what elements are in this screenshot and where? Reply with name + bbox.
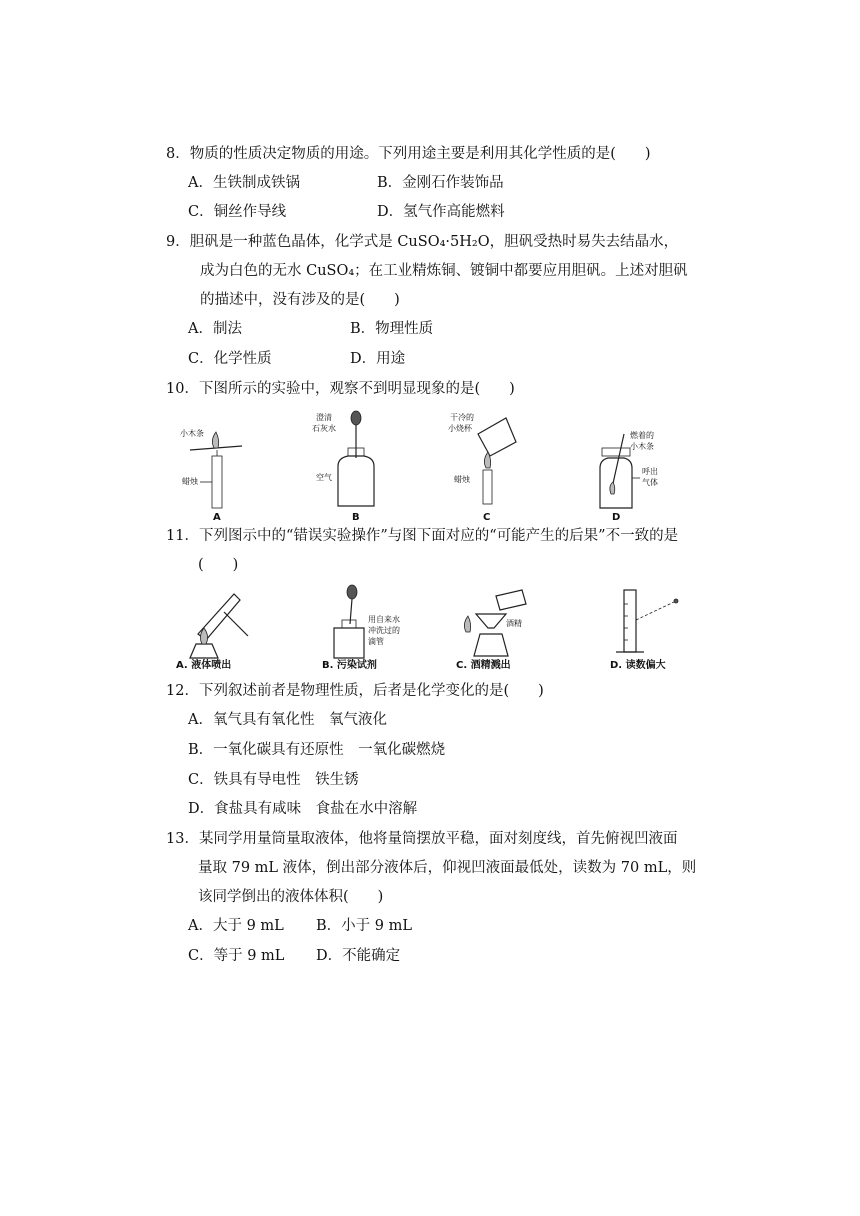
q10-figure-b xyxy=(310,408,390,523)
q9-stem-line3: 的描述中，没有涉及的是( ) xyxy=(200,292,400,308)
q11-figc-caption: C. 酒精溅出 xyxy=(456,660,511,671)
q13-option-d: D．不能确定 xyxy=(316,948,401,964)
q11-figure-b xyxy=(318,582,418,672)
q11-figure-c xyxy=(452,582,542,672)
q10-figd-caption: D xyxy=(612,512,621,523)
q8-option-b: B．金刚石作装饰品 xyxy=(377,175,504,191)
q10-figc-caption: C xyxy=(483,512,491,523)
q9-stem-line2: 成为白色的无水 CuSO₄；在工业精炼铜、镀铜中都要应用胆矾。上述对胆矾 xyxy=(200,263,688,279)
q10-figd-label-2: 小木条 xyxy=(630,442,654,451)
q9-option-a: A．制法 xyxy=(188,321,242,337)
q11-figb-caption: B. 污染试剂 xyxy=(322,660,377,671)
q13-option-b: B．小于 9 mL xyxy=(316,918,412,934)
q11-figb-label-3: 滴管 xyxy=(368,637,384,646)
q10-figure-d xyxy=(590,428,675,523)
q10-figa-caption: A xyxy=(213,512,221,523)
q10-figc-label-candle: 蜡烛 xyxy=(454,475,470,484)
q10-figc-label-1: 干冷的 xyxy=(450,413,474,422)
q11-figb-label-1: 用自来水 xyxy=(368,615,400,624)
q13-stem-line1: 13．某同学用量筒量取液体，他将量筒摆放平稳，面对刻度线，首先俯视凹液面 xyxy=(166,831,678,847)
q8-option-d: D．氢气作高能燃料 xyxy=(377,204,505,220)
q13-option-c: C．等于 9 mL xyxy=(188,948,285,964)
q10-figd-label-1: 燃着的 xyxy=(630,431,654,440)
q12-stem: 12．下列叙述前者是物理性质，后者是化学变化的是( ) xyxy=(166,683,544,699)
q10-figc-label-2: 小烧杯 xyxy=(448,424,472,433)
q9-stem-line1: 9．胆矾是一种蓝色晶体，化学式是 CuSO₄·5H₂O，胆矾受热时易失去结晶水， xyxy=(166,234,679,250)
q11-figure-d xyxy=(600,584,690,672)
q10-figb-caption: B xyxy=(352,512,360,523)
q10-figure-a xyxy=(180,420,250,523)
q10-figd-label-4: 气体 xyxy=(642,478,658,487)
q12-option-c: C．铁具有导电性 铁生锈 xyxy=(188,772,359,788)
q11-figa-caption: A. 液体喷出 xyxy=(176,660,232,671)
q10-figa-label-candle: 蜡烛 xyxy=(182,477,198,486)
q11-figd-caption: D. 读数偏大 xyxy=(610,660,666,671)
q10-figb-label-air: 空气 xyxy=(316,473,332,482)
q11-figure-a xyxy=(168,582,258,672)
q13-stem-line2: 量取 79 mL 液体，倒出部分液体后，仰视凹液面最低处，读数为 70 mL，则 xyxy=(198,860,697,876)
q11-figb-label-2: 冲洗过的 xyxy=(368,626,400,635)
q8-stem: 8．物质的性质决定物质的用途。下列用途主要是利用其化学性质的是( ) xyxy=(166,146,651,162)
q13-stem-line3: 该同学倒出的液体体积( ) xyxy=(198,889,384,905)
q10-figb-label-2: 石灰水 xyxy=(312,424,336,433)
q11-figc-label-1: 酒精 xyxy=(506,619,522,628)
q9-option-b: B．物理性质 xyxy=(350,321,434,337)
q9-option-d: D．用途 xyxy=(350,351,406,367)
q9-option-c: C．化学性质 xyxy=(188,351,272,367)
q8-option-a: A．生铁制成铁锅 xyxy=(188,175,300,191)
q12-option-a: A．氧气具有氧化性 氧气液化 xyxy=(188,712,387,728)
q10-stem: 10．下图所示的实验中，观察不到明显现象的是( ) xyxy=(166,381,515,397)
q12-option-b: B．一氧化碳具有还原性 一氧化碳燃烧 xyxy=(188,742,446,758)
q10-figa-label-stick: 小木条 xyxy=(180,429,204,438)
q10-figure-c xyxy=(440,408,525,523)
q12-option-d: D．食盐具有咸味 食盐在水中溶解 xyxy=(188,801,418,817)
q13-option-a: A．大于 9 mL xyxy=(188,918,284,934)
q11-stem-line1: 11．下列图示中的“错误实验操作”与图下面对应的“可能产生的后果”不一致的是 xyxy=(166,528,679,544)
q11-stem-line2: ( ) xyxy=(198,557,239,573)
q10-figb-label-1: 澄清 xyxy=(316,413,332,422)
q8-option-c: C．铜丝作导线 xyxy=(188,204,287,220)
q10-figd-label-3: 呼出 xyxy=(642,467,658,476)
